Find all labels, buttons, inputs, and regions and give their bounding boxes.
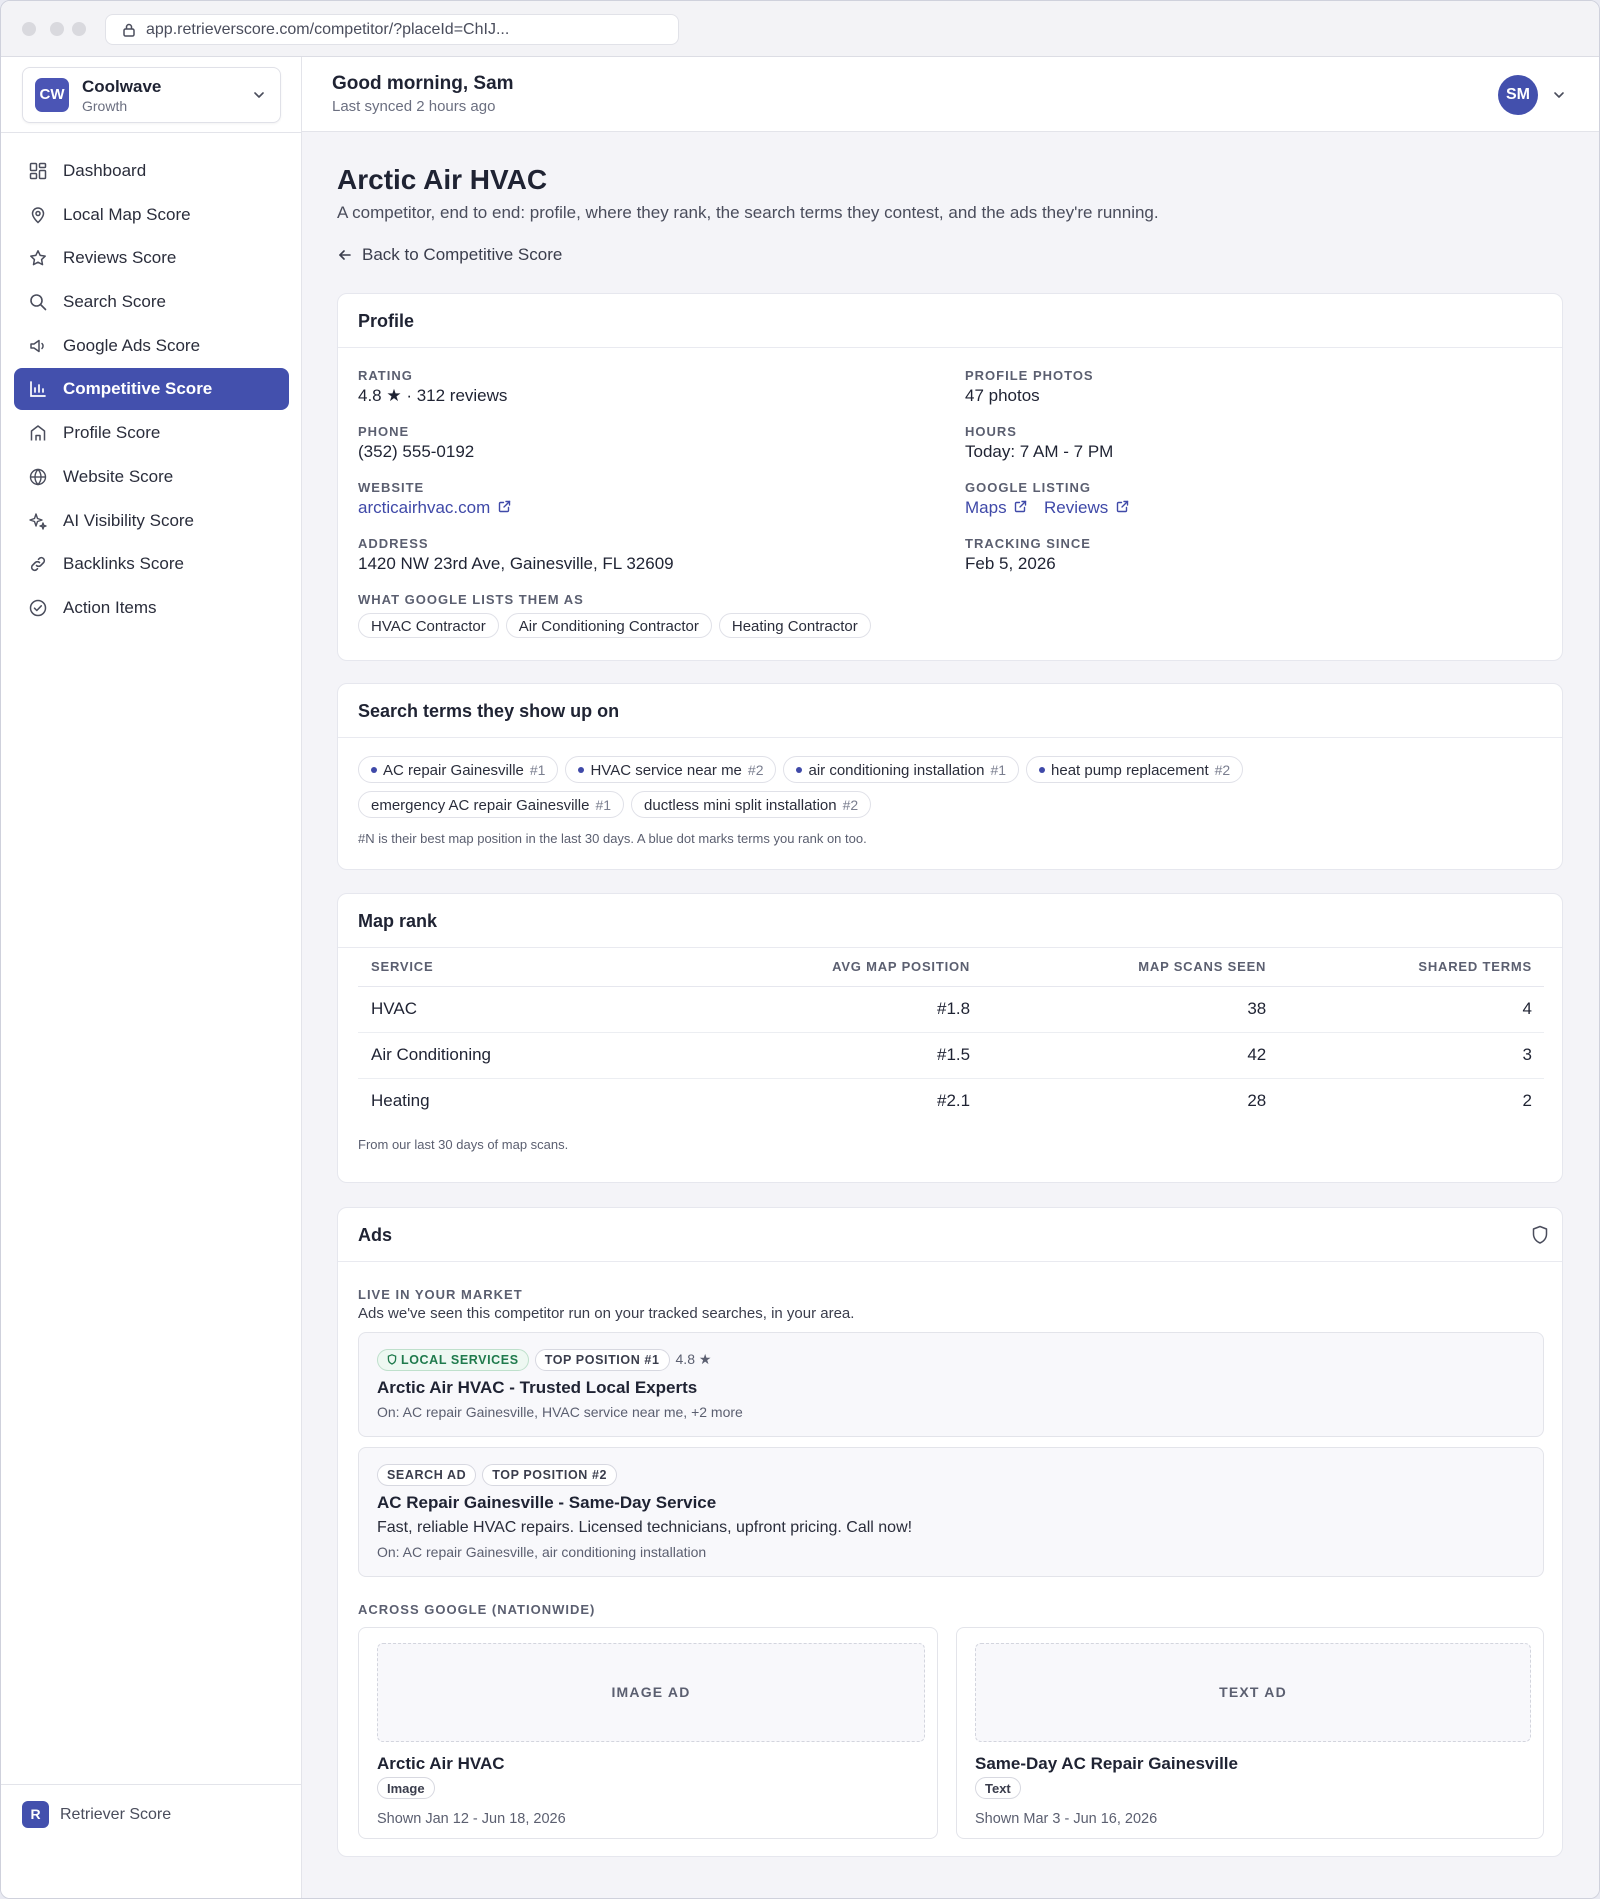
tracking-label: TRACKING SINCE (965, 536, 1091, 551)
table-cell: 42 (982, 1032, 1278, 1078)
globe-icon (29, 468, 47, 486)
tracking-value: Feb 5, 2026 (965, 554, 1056, 573)
phone-label: PHONE (358, 424, 410, 439)
terms-note: #N is their best map position in the last 30 days. A blue dot marks terms you rank on too. (358, 831, 867, 846)
link-icon (29, 555, 47, 573)
table-cell: #2.1 (937, 1091, 971, 1111)
org-name: Coolwave (82, 77, 162, 96)
live-label: LIVE IN YOUR MARKET (358, 1287, 523, 1302)
shared-dot (371, 767, 377, 773)
ad-shown-dates: Shown Mar 3 - Jun 16, 2026 (975, 1811, 1158, 1827)
reviews-link-text: Reviews (1044, 498, 1109, 517)
term-text: AC repair Gainesville (383, 762, 524, 779)
term-rank: #2 (842, 797, 859, 813)
user-avatar[interactable]: SM (1498, 75, 1538, 115)
term-chip[interactable] (1026, 756, 1243, 783)
map-rank-note: From our last 30 days of map scans. (358, 1137, 569, 1152)
term-chip[interactable] (565, 756, 776, 783)
browser-chrome (1, 1, 1599, 57)
nationwide-ad-2[interactable] (956, 1627, 1544, 1839)
back-link[interactable] (337, 245, 562, 265)
live-ad-2[interactable] (358, 1447, 1544, 1577)
brand-name: Retriever Score (60, 1806, 172, 1823)
term-rank: #1 (990, 762, 1007, 778)
lock-icon (123, 23, 135, 42)
ad-searches: On: AC repair Gainesville, air conditioning installation (377, 1544, 707, 1560)
address-value: 1420 NW 23rd Ave, Gainesville, FL 32609 (358, 554, 674, 573)
greeting: Good morning, Sam (332, 73, 514, 94)
sidebar-item-competitive-score[interactable] (14, 368, 289, 410)
sync-status: Last synced 2 hours ago (332, 98, 496, 115)
bar-chart-icon (29, 380, 47, 398)
profile-heading: Profile (338, 294, 1562, 348)
rating-value: 4.8 ★ · 312 reviews (358, 386, 508, 405)
sidebar-item-profile-score[interactable] (14, 412, 289, 454)
storefront-icon (29, 424, 47, 442)
arrow-left-icon (337, 247, 353, 263)
nationwide-label: ACROSS GOOGLE (NATIONWIDE) (358, 1602, 596, 1617)
sidebar-item-label: Local Map Score (63, 204, 191, 224)
sidebar-item-action-items[interactable] (14, 587, 289, 629)
column-header: MAP SCANS SEEN (982, 948, 1278, 986)
category-chips (358, 613, 878, 638)
sidebar-item-google-ads-score[interactable] (14, 325, 289, 367)
org-switcher[interactable] (22, 67, 281, 123)
photos-label: PROFILE PHOTOS (965, 368, 1094, 383)
brand-logo: R (22, 1801, 49, 1828)
term-chip[interactable] (358, 756, 558, 783)
sidebar-item-label: Profile Score (63, 423, 161, 443)
ad-format-tag: Text (975, 1777, 1021, 1799)
categories-label: WHAT GOOGLE LISTS THEM AS (358, 592, 584, 607)
table-cell: Heating (371, 1091, 430, 1111)
map-rank-heading: Map rank (338, 894, 1562, 948)
nationwide-ad-1[interactable] (358, 1627, 938, 1839)
address-label: ADDRESS (358, 536, 429, 551)
sidebar-divider (1, 132, 302, 133)
external-link-icon (1014, 500, 1027, 513)
position-badge: TOP POSITION #2 (482, 1464, 617, 1486)
map-rank-table (358, 948, 1544, 1124)
megaphone-icon (29, 337, 47, 355)
reviews-link[interactable] (1044, 498, 1129, 518)
ad-title: Arctic Air HVAC - Trusted Local Experts (377, 1378, 698, 1397)
hours-label: HOURS (965, 424, 1017, 439)
phone-value: (352) 555-0192 (358, 442, 475, 461)
sidebar-item-label: Dashboard (63, 161, 147, 180)
maps-link-text: Maps (965, 498, 1007, 517)
ad-title: Arctic Air HVAC (377, 1754, 505, 1773)
chevron-down-icon (252, 88, 266, 107)
sidebar-item-search-score[interactable] (14, 281, 289, 323)
website-label: WEBSITE (358, 480, 425, 495)
column-header: SHARED TERMS (1278, 948, 1544, 986)
column-header: SERVICE (358, 948, 665, 986)
table-cell: HVAC (358, 986, 665, 1032)
page-title: Arctic Air HVAC (337, 164, 548, 195)
sidebar (1, 57, 302, 1899)
window-minimize-dot[interactable] (50, 22, 64, 36)
hours-value: Today: 7 AM - 7 PM (965, 442, 1114, 461)
shared-dot (1039, 767, 1045, 773)
address-bar[interactable] (105, 14, 679, 45)
check-circle-icon (29, 599, 47, 617)
window-close-dot[interactable] (22, 22, 36, 36)
sidebar-nav (14, 150, 289, 631)
column-header: AVG MAP POSITION (665, 948, 982, 986)
shield-icon (387, 1354, 397, 1365)
term-rank: #2 (747, 762, 764, 778)
table-row (358, 986, 1544, 1032)
shared-dot (578, 767, 584, 773)
photos-value: 47 photos (965, 386, 1040, 405)
profile-card (337, 293, 1563, 661)
external-link-icon (1116, 500, 1129, 513)
sidebar-item-label: Website Score (63, 466, 174, 486)
table-row (358, 1032, 1544, 1078)
ad-title: AC Repair Gainesville - Same-Day Service (377, 1493, 717, 1512)
term-chips-row-1 (358, 756, 1250, 783)
sidebar-item-label: Action Items (63, 597, 157, 617)
url-text: app.retrieverscore.com/competitor/?placeId=ChIJ... (146, 21, 510, 38)
map-rank-card (337, 893, 1563, 1183)
sidebar-item-label: Competitive Score (63, 379, 213, 399)
sidebar-item-backlinks-score[interactable] (14, 543, 289, 585)
ads-card (337, 1207, 1563, 1857)
dashboard-icon (29, 162, 47, 180)
table-cell: Air Conditioning (358, 1032, 665, 1078)
star-icon (29, 249, 47, 267)
rating-label: RATING (358, 368, 413, 383)
sidebar-item-label: Backlinks Score (63, 554, 184, 574)
table-cell: 28 (1247, 1091, 1267, 1111)
sidebar-item-local-map-score[interactable] (14, 194, 289, 236)
sidebar-item-website-score[interactable] (14, 456, 289, 498)
listing-label: GOOGLE LISTING (965, 480, 1091, 495)
ads-heading-text: Ads (358, 1225, 393, 1245)
term-chips-row-2 (358, 791, 878, 818)
org-avatar: CW (35, 78, 69, 112)
website-link-text: arcticairhvac.com (358, 498, 491, 517)
term-rank: #2 (1214, 762, 1231, 778)
page-subtitle: A competitor, end to end: profile, where they rank, the search terms they contest, and the ads they're running. (337, 203, 1159, 222)
ad-format-tag: Image (377, 1777, 435, 1799)
category-chip: Air Conditioning Contractor (506, 613, 712, 638)
term-text: ductless mini split installation (644, 797, 837, 814)
sidebar-footer-divider (1, 1784, 302, 1785)
search-ad-badge: SEARCH AD (377, 1464, 476, 1486)
ad-preview-placeholder: TEXT AD (975, 1643, 1531, 1742)
live-ad-1[interactable] (358, 1332, 1544, 1437)
ad-title: Same-Day AC Repair Gainesville (975, 1754, 1238, 1773)
term-rank: #1 (529, 762, 546, 778)
map-pin-icon (29, 206, 47, 224)
sidebar-item-dashboard[interactable] (14, 150, 289, 192)
search-terms-heading: Search terms they show up on (338, 684, 1562, 738)
ad-description: Fast, reliable HVAC repairs. Licensed technicians, upfront pricing. Call now! (377, 1519, 913, 1536)
term-text: HVAC service near me (590, 762, 742, 779)
category-chip: HVAC Contractor (358, 613, 499, 638)
table-cell: #1.5 (665, 1032, 982, 1078)
search-icon (29, 293, 47, 311)
window-zoom-dot[interactable] (72, 22, 86, 36)
sidebar-item-label: Reviews Score (63, 248, 177, 268)
table-cell: 38 (982, 986, 1278, 1032)
ad-searches: On: AC repair Gainesville, HVAC service near me, +2 more (377, 1404, 743, 1420)
main-content (302, 132, 1600, 1899)
website-link[interactable] (358, 498, 511, 518)
shield-icon (1531, 1225, 1549, 1245)
back-link-label: Back to Competitive Score (362, 245, 563, 264)
shared-dot (796, 767, 802, 773)
top-bar (302, 57, 1600, 132)
ad-type-text: LOCAL SERVICES (401, 1353, 519, 1367)
position-badge: TOP POSITION #1 (535, 1349, 670, 1371)
chevron-down-icon[interactable] (1552, 88, 1566, 107)
table-header-row (358, 948, 1544, 986)
external-link-icon (498, 500, 511, 513)
sidebar-item-label: Search Score (63, 292, 166, 312)
ad-shown-dates: Shown Jan 12 - Jun 18, 2026 (377, 1811, 566, 1827)
ad-preview-placeholder: IMAGE AD (377, 1643, 925, 1742)
sidebar-item-ai-visibility-score[interactable] (14, 500, 289, 542)
table-cell: 2 (1522, 1091, 1532, 1111)
sidebar-item-reviews-score[interactable] (14, 237, 289, 279)
local-services-badge (377, 1349, 529, 1371)
term-text: air conditioning installation (808, 762, 985, 779)
ads-heading (338, 1208, 1562, 1262)
table-cell: #1.8 (665, 986, 982, 1032)
org-plan: Growth (82, 98, 128, 114)
term-text: emergency AC repair Gainesville (371, 797, 590, 814)
table-cell: 3 (1278, 1032, 1544, 1078)
ad-badges (377, 1349, 711, 1371)
term-rank: #1 (595, 797, 612, 813)
search-terms-card (337, 683, 1563, 870)
term-chip[interactable] (358, 791, 624, 818)
category-chip: Heating Contractor (719, 613, 871, 638)
maps-link[interactable] (965, 498, 1027, 518)
sidebar-item-label: Google Ads Score (63, 335, 201, 355)
live-desc: Ads we've seen this competitor run on your tracked searches, in your area. (358, 1305, 855, 1322)
sparkle-icon (29, 512, 47, 530)
ad-rating: 4.8 ★ (675, 1351, 712, 1367)
term-chip[interactable] (631, 791, 871, 818)
term-text: heat pump replacement (1051, 762, 1209, 779)
table-row (358, 1078, 1544, 1124)
ad-badges (377, 1464, 623, 1486)
sidebar-item-label: AI Visibility Score (63, 510, 195, 530)
term-chip[interactable] (783, 756, 1019, 783)
table-cell: 4 (1278, 986, 1544, 1032)
